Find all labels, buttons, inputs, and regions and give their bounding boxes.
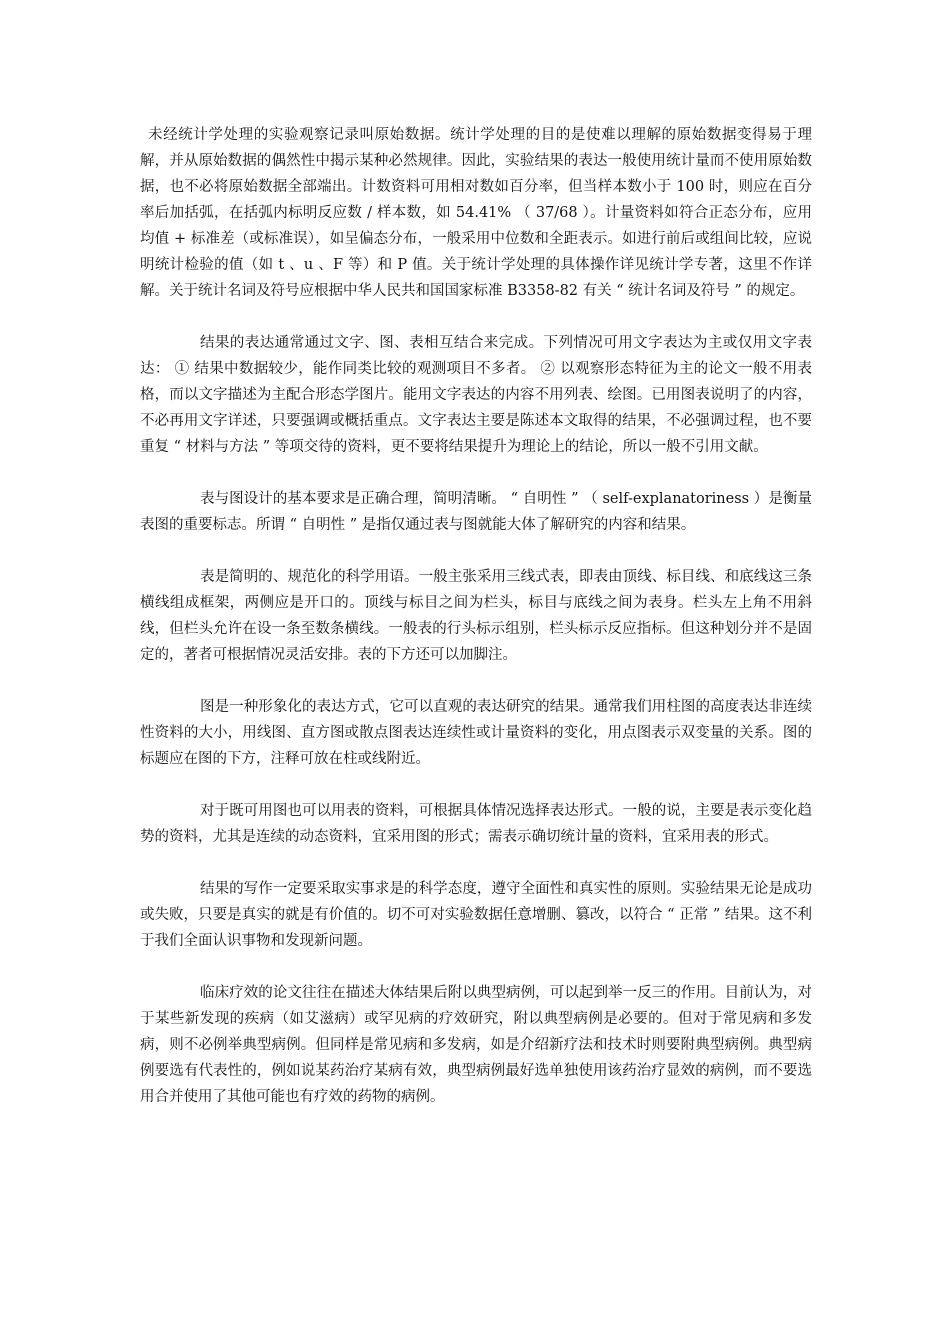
paragraph-statistics: 未经统计学处理的实验观察记录叫原始数据。统计学处理的目的是使难以理解的原始数据变得易于理解，并从原始数据的偶然性中揭示某种必然规律。因此，实验结果的表达一般使用统计量而不使用原始数据，也不必将原始数据全部端出。计数资料可用相对数如百分率，但当样本数小于 100 时，则应在百分率后加括弧，在括弧内标明反应数 / 样本数，如 54.41% （ 37/68 ）。计量资料如符合正态分布，应用均值 + 标准差（或标准误），如呈偏态分布，一般采用中位数和全距表示。如进行前后或组间比较，应说明统计检验的值（如 t 、u 、F 等）和 P 值。关于统计学处理的具体操作详见统计学专著，这里不作详解。关于统计名词及符号应根据中华人民共和国国家标准 B3358-82 有关 “ 统计名词及符号 ” 的规定。	[140, 127, 812, 299]
paragraph-scientific-attitude: 结果的写作一定要采取实事求是的科学态度，遵守全面性和真实性的原则。实验结果无论是成功或失败，只要是真实的就是有价值的。切不可对实验数据任意增删、篡改，以符合 “ 正常 ” 结果。这不利于我们全面认识事物和发现新问题。	[140, 881, 812, 949]
paragraph-figures: 图是一种形象化的表达方式，它可以直观的表达研究的结果。通常我们用柱图的高度表达非连续性资料的大小，用线图、直方图或散点图表达连续性或计量资料的变化，用点图表示双变量的关系。图的标题应在图的下方，注释可放在柱或线附近。	[140, 699, 812, 767]
paragraph-typical-cases: 临床疗效的论文往往在描述大体结果后附以典型病例，可以起到举一反三的作用。目前认为，对于某些新发现的疾病（如艾滋病）或罕见病的疗效研究，附以典型病例是必要的。但对于常见病和多发病，则不必例举典型病例。但同样是常见病和多发病，如是介绍新疗法和技术时则要附典型病例。典型病例要选有代表性的，例如说某药治疗某病有效，典型病例最好选单独使用该药治疗显效的病例，而不要选用合并使用了其他可能也有疗效的药物的病例。	[140, 985, 812, 1105]
paragraph-tables: 表是简明的、规范化的科学用语。一般主张采用三线式表，即表由顶线、标目线、和底线这三条横线组成框架，两侧应是开口的。顶线与标目之间为栏头，标目与底线之间为表身。栏头左上角不用斜线，但栏头允许在设一条至数条横线。一般表的行头标示组别，栏头标示反应指标。但这种划分并不是固定的，著者可根据情况灵活安排。表的下方还可以加脚注。	[140, 569, 812, 663]
paragraph-table-figure-requirements: 表与图设计的基本要求是正确合理，简明清晰。 “ 自明性 ” （ self-explanatoriness ）是衡量表图的重要标志。所谓 “ 自明性 ” 是指仅通过表与图就能大体了解研究的内容和结果。	[140, 491, 812, 533]
document-body	[140, 122, 812, 1136]
paragraph-text-expression: 结果的表达通常通过文字、图、表相互结合来完成。下列情况可用文字表达为主或仅用文字表达： ① 结果中数据较少，能作同类比较的观测项目不多者。 ② 以观察形态特征为主的论文一般不用表格，而以文字描述为主配合形态学图片。能用文字表达的内容不用列表、绘图。已用图表说明了的内容，不必再用文字详述，只要强调或概括重点。文字表达主要是陈述本文取得的结果，不必强调过程，也不要重复 “ 材料与方法 ” 等项交待的资料，更不要将结果提升为理论上的结论，所以一般不引用文献。	[140, 335, 812, 455]
paragraph-choose-form: 对于既可用图也可以用表的资料，可根据具体情况选择表达形式。一般的说，主要是表示变化趋势的资料，尤其是连续的动态资料，宜采用图的形式；需表示确切统计量的资料，宜采用表的形式。	[140, 803, 812, 845]
